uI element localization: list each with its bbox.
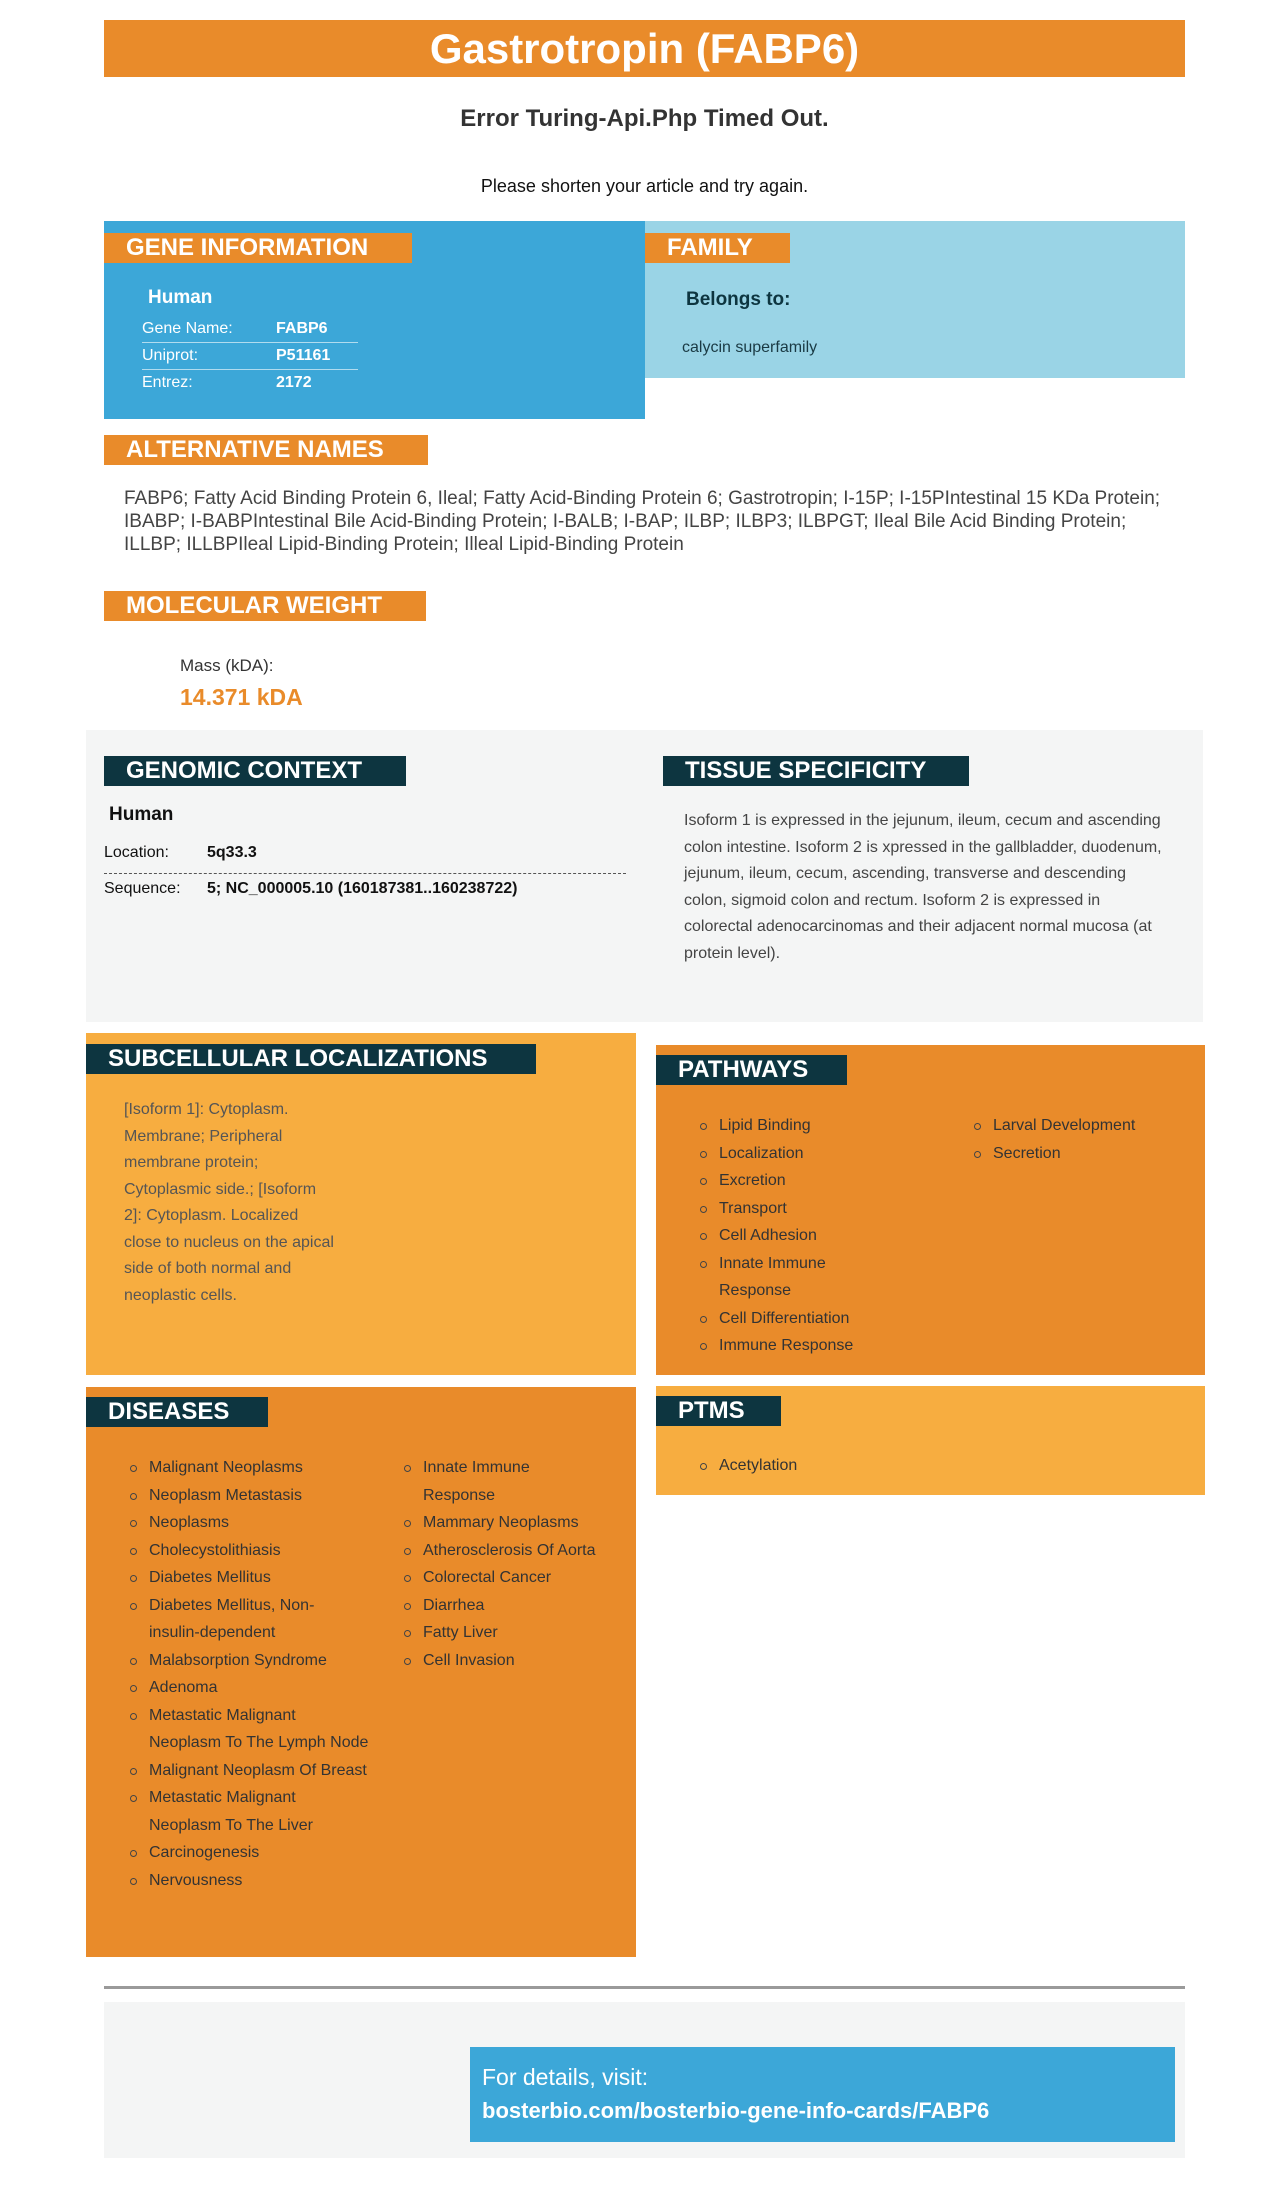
- list-item: Transport: [698, 1195, 898, 1223]
- footer-divider: [104, 1986, 1185, 1989]
- list-item: Diarrhea: [402, 1592, 632, 1620]
- family-heading: FAMILY: [645, 233, 790, 263]
- list-item: Atherosclerosis Of Aorta: [402, 1537, 632, 1565]
- gene-information-heading: GENE INFORMATION: [104, 233, 412, 263]
- list-item: Cell Differentiation: [698, 1305, 898, 1333]
- family-belongs-label: Belongs to:: [686, 289, 791, 310]
- sequence-value: 5; NC_000005.10 (160187381..160238722): [207, 880, 518, 897]
- ptms-panel: [656, 1386, 1205, 1495]
- genomic-context-heading: GENOMIC CONTEXT: [104, 756, 406, 786]
- list-item: Neoplasms: [128, 1509, 360, 1537]
- entrez-value: 2172: [276, 374, 312, 391]
- location-value: 5q33.3: [207, 844, 257, 861]
- location-row: [104, 840, 626, 874]
- list-item: Immune Response: [698, 1332, 898, 1360]
- list-item: Colorectal Cancer: [402, 1564, 632, 1592]
- uniprot-row: [142, 343, 358, 370]
- list-item: Innate Immune Response: [698, 1250, 859, 1305]
- error-message: Please shorten your article and try again.: [480, 176, 809, 196]
- mass-label: Mass (kDA):: [180, 656, 274, 675]
- alternative-names-text: FABP6; Fatty Acid Binding Protein 6, Ileal; Fatty Acid-Binding Protein 6; Gastrotropin; I-15P; I-15PIntestinal 15 KDa Protein; IBABP; I-BABPIntestinal Bile Acid-Binding Protein; I-BALB; I-BAP; ILBP; ILBP3; ILBPGT; Ileal Bile Acid Binding Protein; ILLBP; ILLBPIleal Lipid-Binding Protein; Illeal Lipid-Binding Protein: [124, 488, 1161, 555]
- pathways-list-col1: [698, 1112, 898, 1360]
- list-item: Secretion: [972, 1140, 1192, 1168]
- gene-species: Human: [148, 287, 213, 308]
- list-item: Fatty Liver: [402, 1619, 632, 1647]
- details-link-box[interactable]: [470, 2047, 1175, 2142]
- diseases-list-col1: [128, 1454, 369, 1894]
- gene-name-value: FABP6: [276, 320, 328, 337]
- pathways-panel: [656, 1045, 1205, 1375]
- list-item: Diabetes Mellitus: [128, 1564, 360, 1592]
- subcellular-heading: SUBCELLULAR LOCALIZATIONS: [86, 1044, 536, 1074]
- sequence-label: Sequence:: [104, 880, 181, 897]
- list-item: Adenoma: [128, 1674, 360, 1702]
- location-label: Location:: [104, 844, 169, 861]
- list-item: Diabetes Mellitus, Non-insulin-dependent: [128, 1592, 361, 1647]
- genomic-species: Human: [109, 804, 174, 825]
- details-label: For details, visit:: [482, 2064, 649, 2090]
- page-title: Gastrotropin (FABP6): [104, 20, 1185, 77]
- list-item: Cell Adhesion: [698, 1222, 898, 1250]
- family-value: calycin superfamily: [682, 339, 818, 356]
- list-item: Neoplasm Metastasis: [128, 1482, 360, 1510]
- list-item: Innate Immune Response: [402, 1454, 563, 1509]
- list-item: Metastatic Malignant Neoplasm To The Liver: [128, 1784, 371, 1839]
- subcellular-text: [Isoform 1]: Cytoplasm. Membrane; Peripheral membrane protein; Cytoplasmic side.; [Isoform 2]: Cytoplasm. Localized close to nucleus on the apical side of both normal and neoplastic cells.: [124, 1101, 334, 1304]
- list-item: Lipid Binding: [698, 1112, 898, 1140]
- alternative-names-heading: ALTERNATIVE NAMES: [104, 435, 428, 465]
- tissue-specificity-text: Isoform 1 is expressed in the jejunum, ileum, cecum and ascending colon intestine. Isoform 2 is xpressed in the gallbladder, duodenum, jejunum, ileum, cecum, ascending, transverse and descending colon, sigmoid colon and rectum. Isoform 2 is expressed in colorectal adenocarcinomas and their adjacent normal mucosa (at protein level).: [684, 812, 1162, 962]
- ptms-list: [698, 1452, 918, 1480]
- tissue-specificity-heading: TISSUE SPECIFICITY: [663, 756, 969, 786]
- list-item: Localization: [698, 1140, 898, 1168]
- details-link[interactable]: bosterbio.com/bosterbio-gene-info-cards/FABP6: [482, 2098, 990, 2123]
- list-item: Carcinogenesis: [128, 1839, 360, 1867]
- gene-information-panel: [104, 221, 645, 419]
- list-item: Cholecystolithiasis: [128, 1537, 360, 1565]
- uniprot-label: Uniprot:: [142, 347, 199, 364]
- entrez-label: Entrez:: [142, 374, 193, 391]
- list-item: Malignant Neoplasms: [128, 1454, 360, 1482]
- mass-value: 14.371 kDA: [180, 684, 303, 710]
- pathways-heading: PATHWAYS: [656, 1055, 847, 1085]
- list-item: Malignant Neoplasm Of Breast: [128, 1757, 371, 1785]
- molecular-weight-heading: MOLECULAR WEIGHT: [104, 591, 426, 621]
- list-item: Excretion: [698, 1167, 898, 1195]
- gene-name-row: [142, 316, 358, 343]
- sequence-row: [104, 878, 626, 908]
- pathways-list-col2: [972, 1112, 1192, 1167]
- list-item: Metastatic Malignant Neoplasm To The Lymph Node: [128, 1702, 371, 1757]
- uniprot-value: P51161: [276, 347, 331, 364]
- diseases-heading: DISEASES: [86, 1397, 268, 1427]
- list-item: Mammary Neoplasms: [402, 1509, 632, 1537]
- list-item: Larval Development: [972, 1112, 1192, 1140]
- list-item: Acetylation: [698, 1452, 918, 1480]
- list-item: Cell Invasion: [402, 1647, 632, 1675]
- entrez-row: [142, 370, 358, 396]
- subcellular-localizations-panel: [86, 1033, 636, 1375]
- diseases-list-col2: [402, 1454, 632, 1674]
- diseases-panel: [86, 1387, 636, 1957]
- family-panel: [645, 221, 1185, 378]
- ptms-heading: PTMS: [656, 1396, 781, 1426]
- gene-name-label: Gene Name:: [142, 320, 233, 337]
- list-item: Nervousness: [128, 1867, 360, 1895]
- error-title: Error Turing-Api.Php Timed Out.: [460, 105, 829, 132]
- list-item: Malabsorption Syndrome: [128, 1647, 360, 1675]
